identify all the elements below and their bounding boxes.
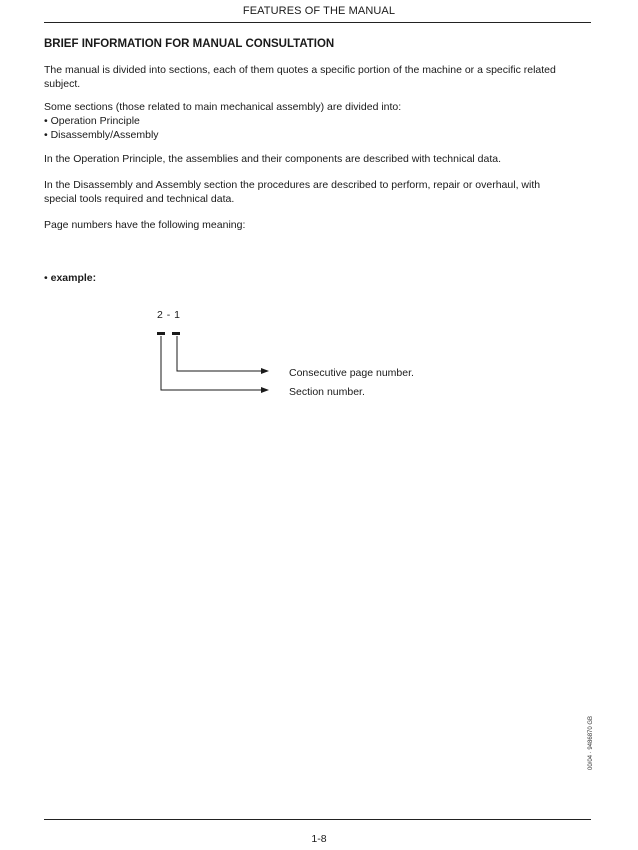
- example-label: example:: [50, 272, 97, 284]
- legend-section-number: Section number.: [289, 386, 365, 398]
- consecutive-page-arrow: [177, 336, 263, 371]
- sections-division-paragraph: [44, 100, 566, 142]
- section-number-marker: [157, 332, 165, 335]
- list-item-operation-principle: • Operation Principle: [44, 115, 140, 127]
- operation-principle-paragraph: In the Operation Principle, the assemblies and their components are described with technical data.: [44, 153, 502, 165]
- page-number-diagram: [150, 330, 280, 400]
- running-header-title: FEATURES OF THE MANUAL: [242, 5, 396, 17]
- intro-paragraph: The manual is divided into sections, each of them quotes a specific portion of the machine or a specific related subject.: [44, 64, 556, 90]
- header-rule: [44, 22, 591, 23]
- page-number: 1-8: [311, 833, 327, 845]
- legend-consecutive-page: Consecutive page number.: [289, 367, 414, 379]
- document-code: 00/04 · 9486870 GB: [588, 715, 594, 770]
- page-numbers-paragraph: Page numbers have the following meaning:: [44, 219, 246, 231]
- disassembly-paragraph: In the Disassembly and Assembly section the procedures are described to perform, repair or overhaul, with special tools required and technical data.: [44, 179, 541, 205]
- example-line: [44, 272, 96, 284]
- section-number-arrowhead: [261, 387, 269, 393]
- footer-rule: [44, 819, 591, 820]
- page-number-marker: [172, 332, 180, 335]
- example-bullet: •: [44, 272, 48, 284]
- section-number-arrow: [161, 336, 263, 390]
- list-item-disassembly-assembly: • Disassembly/Assembly: [44, 129, 159, 141]
- page-number-sample: 2 - 1: [157, 309, 181, 321]
- section-heading: BRIEF INFORMATION FOR MANUAL CONSULTATION: [44, 38, 335, 50]
- consecutive-page-arrowhead: [261, 368, 269, 374]
- sections-division-intro: Some sections (those related to main mechanical assembly) are divided into:: [44, 101, 402, 113]
